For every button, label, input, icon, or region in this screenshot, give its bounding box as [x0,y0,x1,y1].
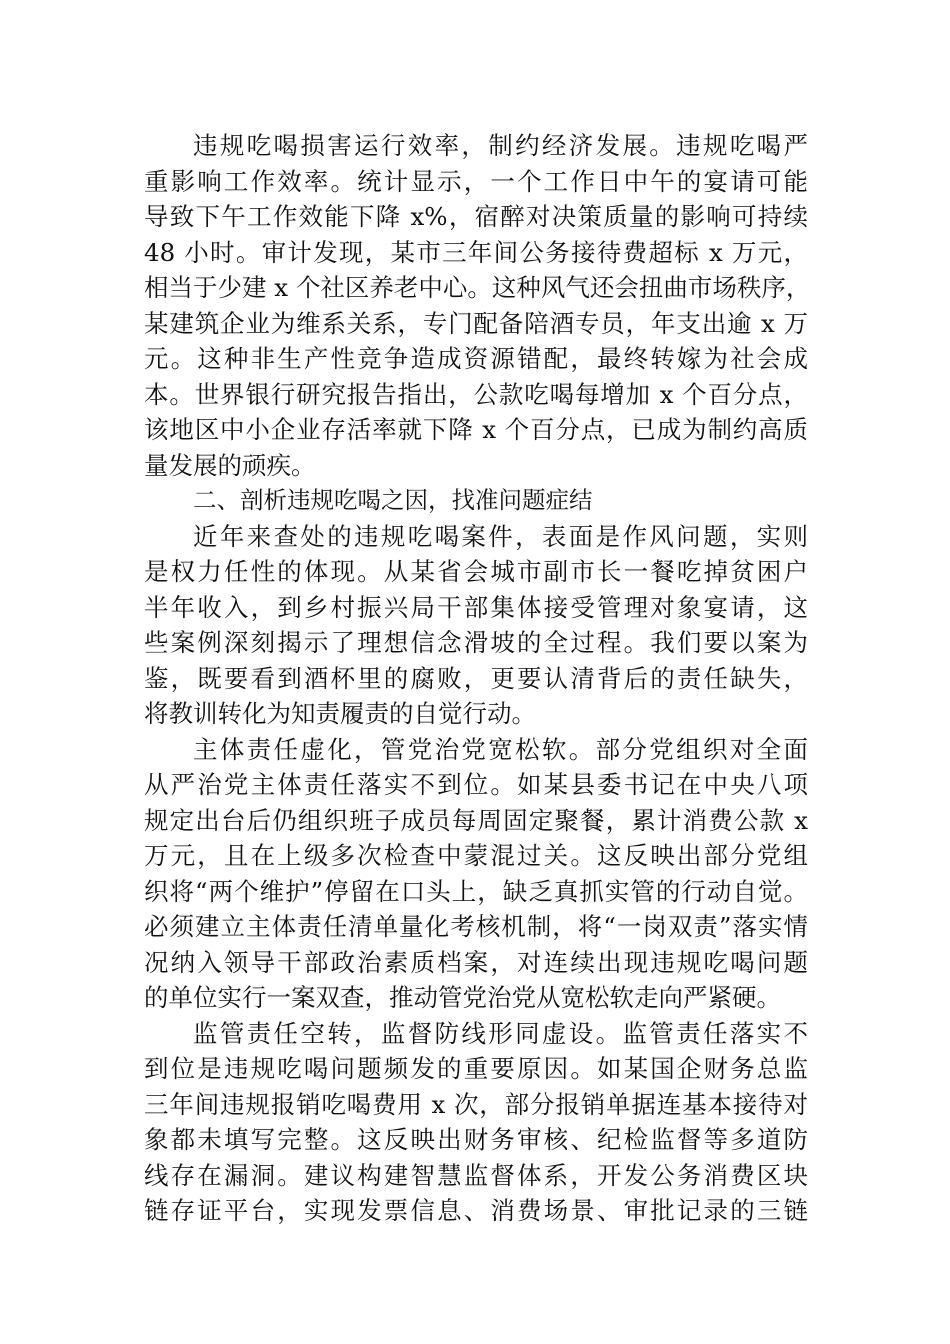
text-line: 从严治党主体责任落实不到位。如某县委书记在中央八项 [144,770,808,799]
text-line: 鉴，既要看到酒杯里的腐败，更要认清背后的责任缺失， [144,663,808,693]
text-line: 是权力任性的体现。从某省会城市副市长一餐吃掉贫困户 [144,557,808,586]
text-line: 将教训转化为知责履责的自觉行动。 [144,699,536,728]
text-line: 违规吃喝损害运行效率，制约经济发展。违规吃喝严 [193,131,808,160]
text-line: 监管责任空转，监督防线形同虚设。监管责任落实不 [193,1018,808,1048]
text-line: 近年来查处的违规吃喝案件，表面是作风问题，实则 [193,521,808,551]
section-heading-two [144,483,808,519]
text-line: 况纳入领导干部政治素质档案，对连续出现违规吃喝问题 [144,947,808,977]
text-line: 某建筑企业为维系关系，专门配备陪酒专员，年支出逾 x 万 [144,308,808,338]
paragraph-cases [144,519,808,732]
text-line: 该地区中小企业存活率就下降 x 个百分点，已成为制约高质 [144,415,808,444]
text-line: 三年间违规报销吃喝费用 x 次，部分报销单据连基本接待对 [144,1089,808,1119]
text-line: 48 小时。审计发现，某市三年间公务接待费超标 x 万元， [144,237,808,267]
section-heading: 二、剖析违规吃喝之因，找准问题症结 [193,486,593,514]
text-line: 量发展的顽疾。 [144,450,316,480]
text-line: 织将“两个维护”停留在口头上，缺乏真抓实管的行动自觉。 [144,876,808,906]
text-line: 必须建立主体责任清单量化考核机制，将“一岗双责”落实情 [144,912,808,941]
text-line: 象都未填写完整。这反映出财务审核、纪检监督等多道防 [144,1125,808,1154]
text-line: 线存在漏洞。建议构建智慧监督体系，开发公务消费区块 [144,1160,808,1190]
paragraph-main-responsibility [144,732,808,1016]
text-line: 重影响工作效率。统计显示，一个工作日中午的宴请可能 [144,166,808,196]
text-line: 本。世界银行研究报告指出，公款吃喝每增加 x 个百分点， [144,379,808,409]
text-line: 些案例深刻揭示了理想信念滑坡的全过程。我们要以案为 [144,628,808,657]
document-body [144,128,811,1229]
text-line: 半年收入，到乡村振兴局干部集体接受管理对象宴请，这 [144,592,808,622]
paragraph-supervision [144,1016,808,1229]
paragraph-efficiency [144,128,811,483]
text-line: 相当于少建 x 个社区养老中心。这种风气还会扭曲市场秩序， [144,273,811,302]
text-line: 链存证平台，实现发票信息、消费场景、审批记录的三链 [144,1196,808,1225]
text-line: 万元，且在上级多次检查中蒙混过关。这反映出部分党组 [144,841,808,870]
text-line: 主体责任虚化，管党治党宽松软。部分党组织对全面 [193,734,808,764]
text-line: 到位是违规吃喝问题频发的重要原因。如某国企财务总监 [144,1054,808,1083]
text-line: 规定出台后仍组织班子成员每周固定聚餐，累计消费公款 x [144,805,808,835]
text-line: 导致下午工作效能下降 x%，宿醉对决策质量的影响可持续 [144,202,808,231]
text-line: 元。这种非生产性竞争造成资源错配，最终转嫁为社会成 [144,344,808,373]
text-line: 的单位实行一案双查，推动管党治党从宽松软走向严紧硬。 [144,983,781,1012]
